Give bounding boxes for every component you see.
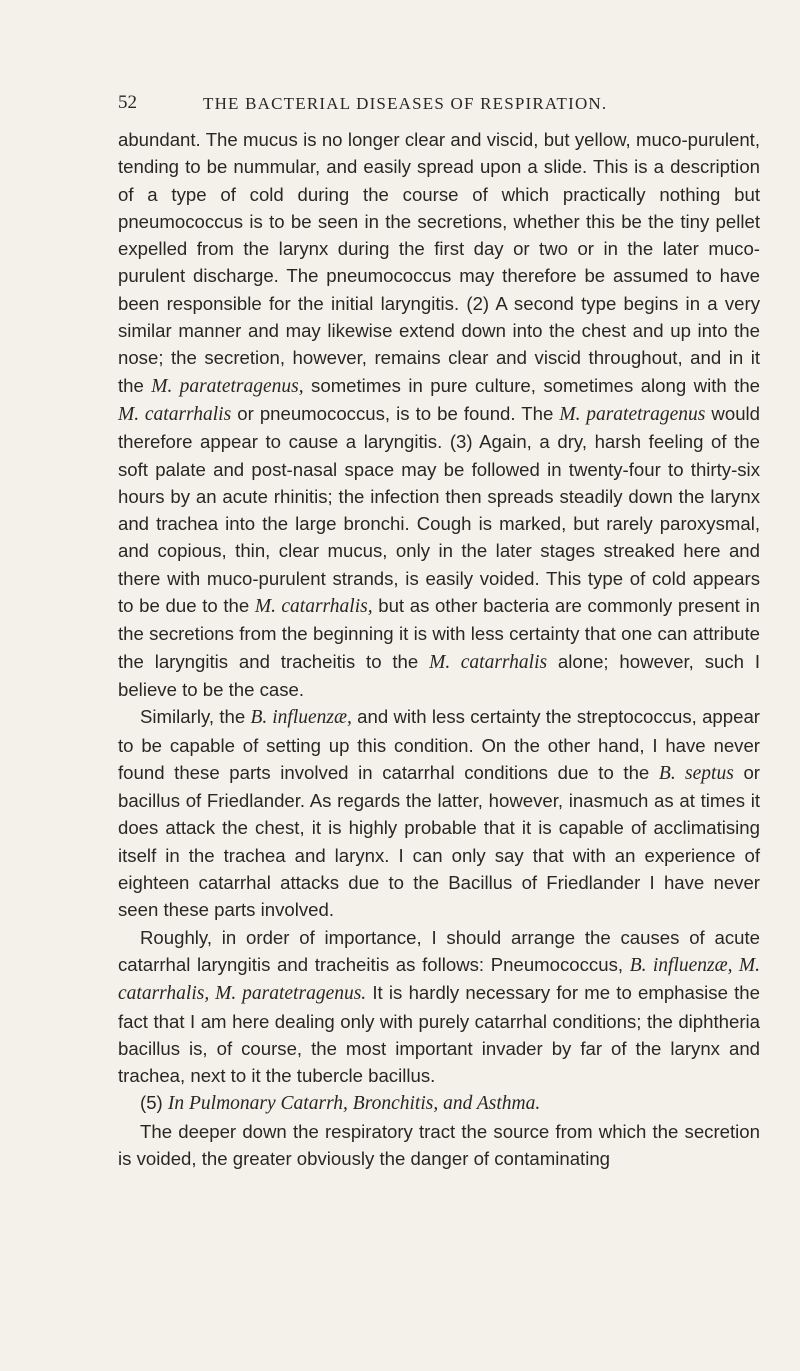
running-title: THE BACTERIAL DISEASES OF RESPIRATION. [203,94,608,113]
italic-term: B. influenzæ, [250,707,352,729]
italic-term: M. paratetragenus [559,403,706,425]
italic-term: M. catarrhalis [429,651,548,673]
section-title: In Pulmonary Catarrh, Bronchitis, and Asthma. [167,1093,541,1115]
italic-term: B. septus [658,762,734,784]
closing-paragraph: The deeper down the respiratory tract the source from which the secretion is voided, the greater obviously the danger of contaminating [118,1120,760,1169]
text-run: It is hardly necessary for me to emphasise the fact that I am here dealing only with purely catarrhal conditions; the diphtheria bacillus is, of course, the most important invader by far of the larynx and trachea, next to it the tubercle bacillus. [118,982,760,1087]
section-heading [118,1089,760,1117]
italic-term: M. paratetragenus, [151,375,304,397]
running-header [118,92,718,118]
text-run: Similarly, the [140,706,251,728]
text-run: would therefore appear to cause a laryngitis. (3) Again, a dry, harsh feeling of the soft palate and post-nasal space may be followed in twenty-four to thirty-six hours by an acute rhinitis; the infection then spreads steadily down the larynx and trachea into the large bronchi. Cough is marked, but rarely paroxysmal, and copious, thin, clear mucus, only in the later stages streaked here and there with muco-purulent strands, is easily voided. This type of cold appears to be due to the [118,402,761,617]
text-run: sometimes in pure culture, sometimes along with the [303,374,761,396]
text-run: but as other bacteria are commonly present in the secretions from the beginning it is with less certainty that one can attribute the laryngitis and tracheitis to the [118,595,760,672]
italic-term: M. catarrhalis, [254,596,373,618]
paragraph-list [118,126,760,1089]
text-run: or bacillus of Friedlander. As regards the latter, however, inasmuch as at times it does attack the chest, it is highly probable that it is capable of acclimatising itself in the trachea and larynx. I can only say that with an experience of eighteen catarrhal attacks due to the Bacillus of Friedlander I have never seen these parts involved. [118,761,760,921]
page-number: 52 [118,92,137,113]
paragraph [118,924,760,1090]
text-run: abundant. The mucus is no longer clear and viscid, but yellow, muco-purulent, tending to be nummular, and easily spread upon a slide. This is a description of a type of cold during the course of which practically nothing but pneumococcus is to be seen in the secretions, whether this be the tiny pellet expelled from the larynx during the first day or two or in the later muco-purulent discharge. The pneumococcus may therefore be assumed to have been responsible for the initial laryngitis. (2) A second type begins in a very similar manner and may likewise extend down into the chest and up into the nose; the secretion, however, remains clear and viscid throughout, and in it the [118,129,760,396]
text-run: Roughly, in order of importance, I should arrange the causes of acute catarrhal laryngitis and tracheitis as follows: Pneumococcus, [118,926,760,975]
text-run: alone; however, such I believe to be the case. [118,650,760,700]
paragraph [118,703,760,923]
italic-term: B. influenzæ, M. catarrhalis, M. paratetragenus. [118,954,760,1005]
paragraph [118,126,760,703]
section-number: (5) [140,1092,163,1114]
italic-term: M. catarrhalis [118,403,232,425]
text-run: or pneumococcus, is to be found. The [231,402,560,424]
text-run: and with less certainty the streptococcus, appear to be capable of setting up this condition. On the other hand, I have never found these parts involved in catarrhal conditions due to the [118,706,760,783]
body-text [118,126,760,1172]
